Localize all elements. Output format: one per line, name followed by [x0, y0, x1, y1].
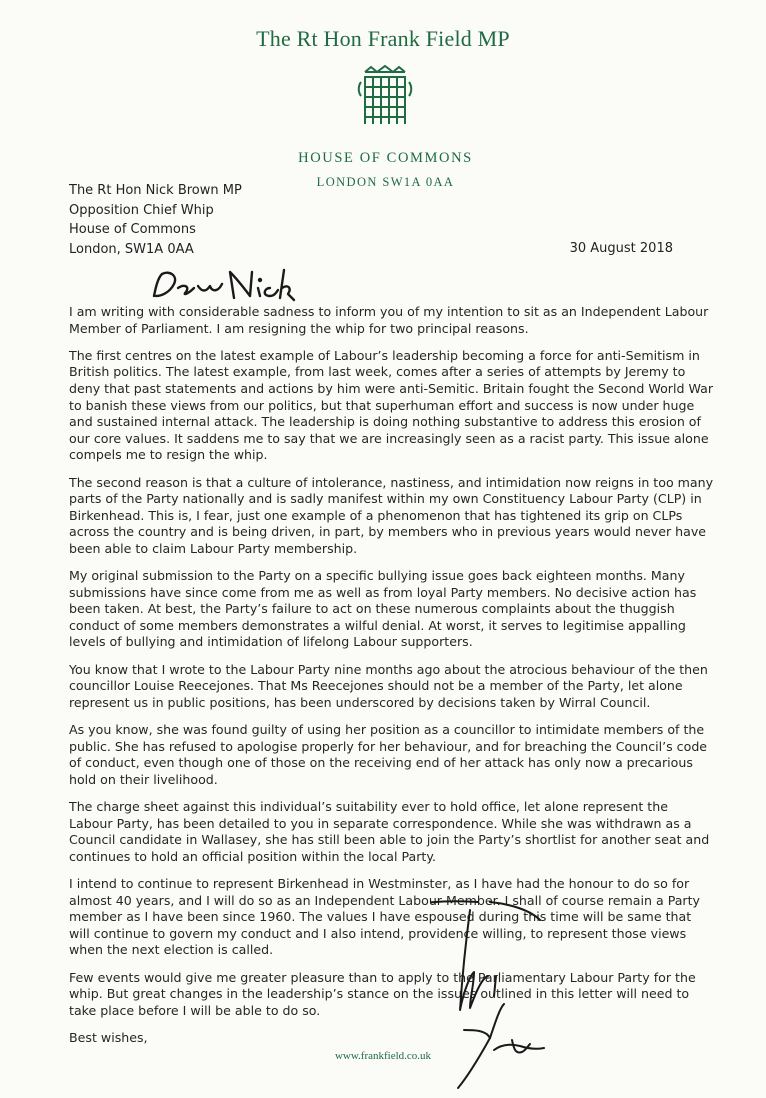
recipient-line: Opposition Chief Whip: [69, 202, 214, 218]
letterhead-name: The Rt Hon Frank Field MP: [256, 26, 510, 51]
letter-body: [69, 304, 714, 1057]
letter-paragraph: I intend to continue to represent Birkenhead in Westminster, as I have had the honour to do so for almost 40 years, and I will do so as an Independent Labour Member. I shall of course remain a Party member as I have been since 1960. The values I have espoused during this time will be same that will continue to govern my conduct and I also intend, providence willing, to represent those views when the next election is called.: [69, 875, 701, 958]
letter-paragraph: As you know, she was found guilty of using her position as a councillor to intimidate members of the public. She has refused to apologise properly for her behaviour, and for breaching the Council’s code of conduct, even though one of those on the receiving end of her attack has only now a precarious hold on their livelihood.: [69, 722, 708, 787]
letter-paragraph: Few events would give me greater pleasure than to apply to the Parliamentary Labour Party for the whip. But great changes in the leadership’s stance on the issues outlined in this letter will need to take place before I will be able to do so.: [69, 969, 696, 1018]
letter-paragraph: The first centres on the latest example of Labour’s leadership becoming a force for anti-Semitism in British politics. The latest example, from last week, comes after a series of attempts by Jeremy to deny that past statements and actions by him were anti-Semitic. Britain fought the Second World War to banish these views from our politics, but that superhuman effort and success is now under huge and sustained internal attack. The leadership is doing nothing substantive to address this erosion of our core values. It saddens me to say that we are increasingly seen as a racist party. This issue alone compels me to resign the whip.: [69, 347, 714, 463]
letterhead-address: LONDON SW1A 0AA: [316, 175, 455, 189]
recipient-address: [69, 181, 242, 259]
footer-website[interactable]: www.frankfield.co.uk: [334, 1050, 432, 1062]
letter-paragraph: You know that I wrote to the Labour Party nine months ago about the atrocious behaviour of the then councillor Louise Reecejones. That Ms Reecejones should not be a member of the Party, let alone represent us in public positions, has been underscored by decisions taken by Wirral Council.: [69, 661, 708, 710]
letterhead-house: HOUSE OF COMMONS: [298, 150, 473, 166]
letter-paragraph: The charge sheet against this individual’s suitability ever to hold office, let alone represent the Labour Party, has been detailed to you in separate correspondence. While she was withdrawn as a Council candidate in Wallasey, she has still been able to join the Party’s shortlist for another seat and continues to hold an official position within the local Party.: [69, 799, 710, 864]
letter-closing: Best wishes,: [69, 1029, 148, 1045]
recipient-line: The Rt Hon Nick Brown MP: [69, 183, 242, 198]
letter-paragraph: I am writing with considerable sadness to inform you of my intention to sit as an Independent Labour Member of Parliament. I am resigning the whip for two principal reasons.: [69, 304, 709, 336]
letter-paragraph: The second reason is that a culture of intolerance, nastiness, and intimidation now reigns in too many parts of the Party nationally and is sadly manifest within my own Constituency Labour Party (CLP) in Birkenhead. This is, I fear, just one example of a phenomenon that has tightened its grip on CLPs across the country and is being driven, in part, by members who in previous years would never have been able to claim Labour Party membership.: [69, 474, 714, 556]
letter-paragraph: My original submission to the Party on a specific bullying issue goes back eighteen months. Many submissions have since come from me as well as from loyal Party members. No decisive action has been taken. At best, the Party’s failure to act on these numerous complaints about the thuggish conduct of some members demonstrates a wilful denial. At worst, it serves to legitimise appalling levels of bullying and intimidation of lifelong Labour supporters.: [69, 568, 697, 650]
recipient-line: London, SW1A 0AA: [69, 241, 194, 257]
handwritten-salutation: [148, 266, 348, 306]
portcullis-icon: [357, 64, 413, 130]
letter-date: 30 August 2018: [569, 241, 673, 256]
recipient-line: House of Commons: [69, 222, 196, 237]
